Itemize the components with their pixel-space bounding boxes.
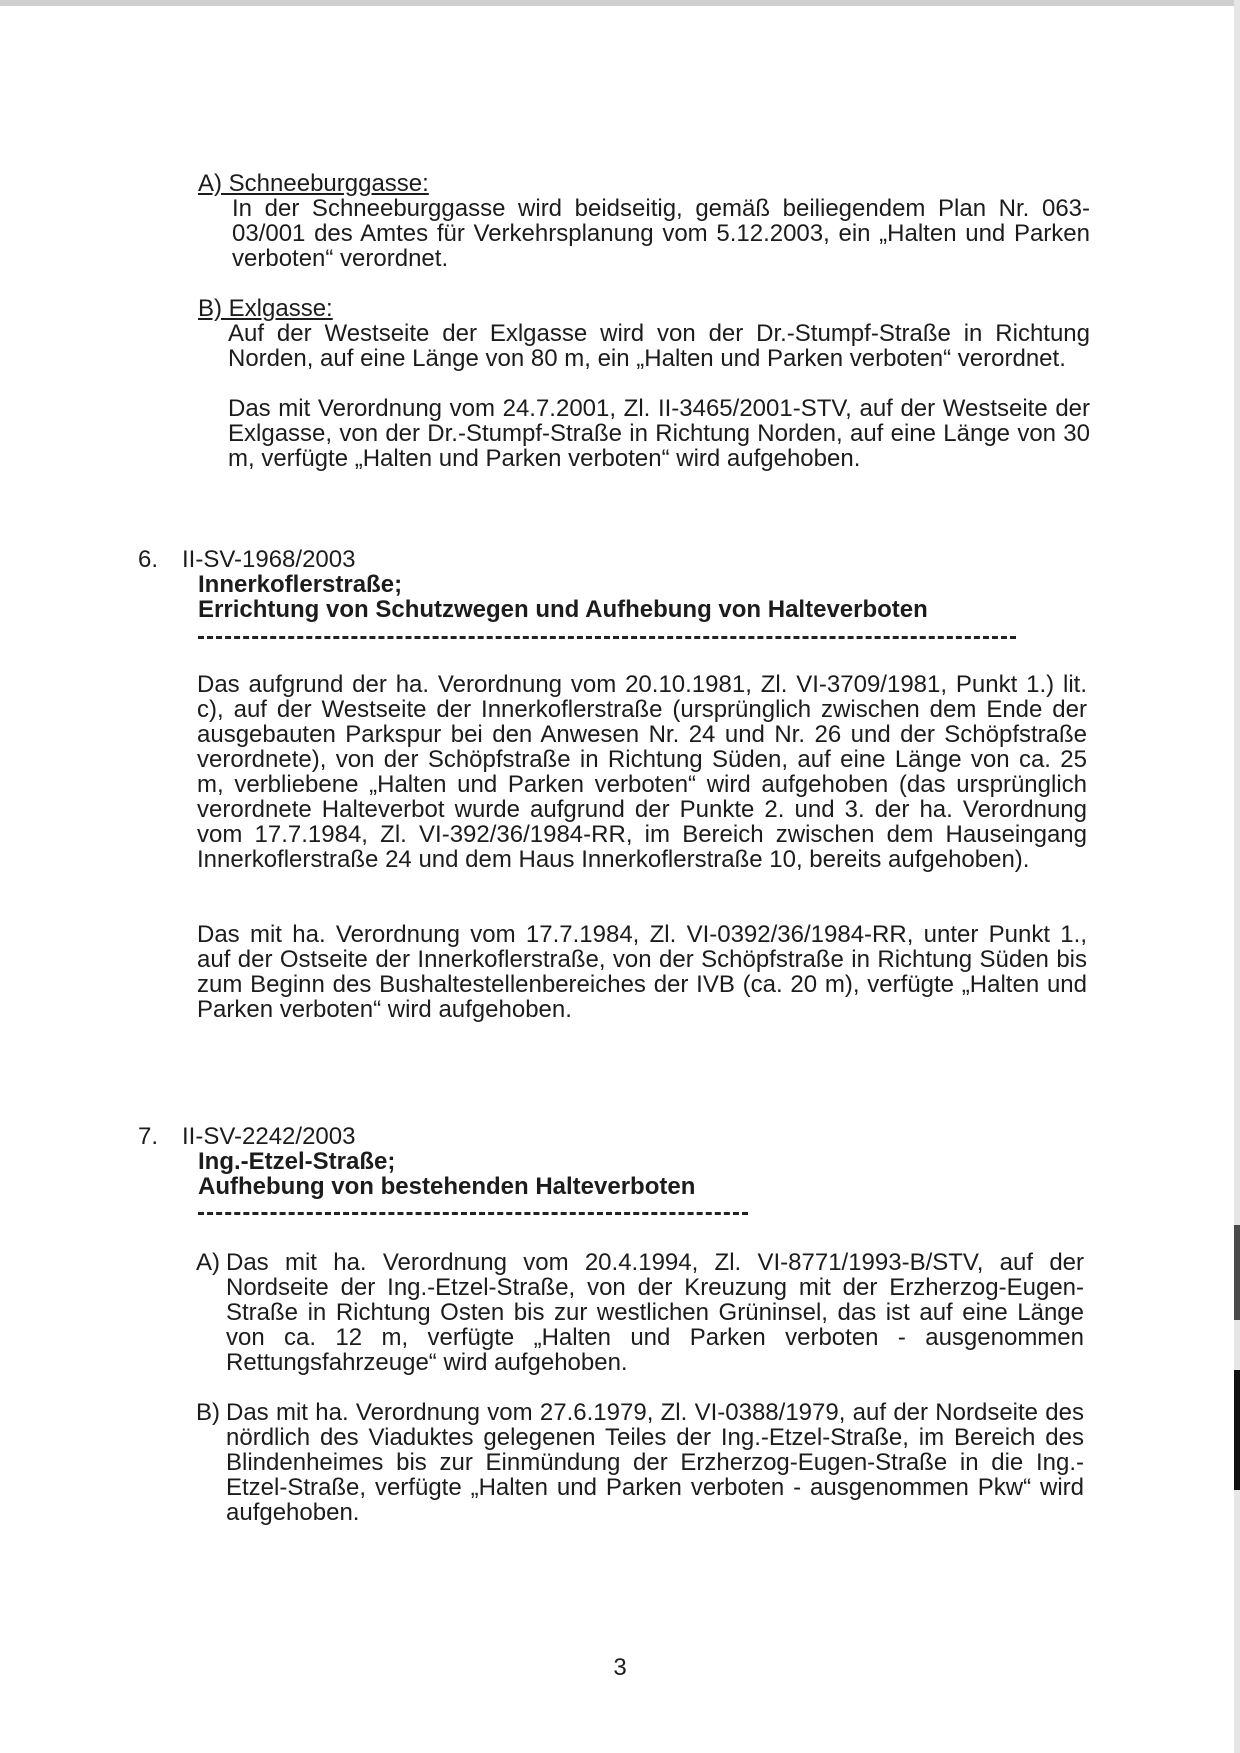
section-b-text-1: Auf der Westseite der Exlgasse wird von der Dr.-Stumpf-Straße in Richtung Norden, auf eine Länge von 80 m, ein „Halten und Parken verboten“ verordnet. [228,320,1090,372]
item-6-reference: II-SV-1968/2003 [182,546,356,573]
item-7-number: 7. [138,1123,159,1150]
item-7-title-subject: Aufhebung von bestehenden Halteverboten [198,1173,696,1200]
item-7-b-text: Das mit ha. Verordnung vom 27.6.1979, Zl. VI-0388/1979, auf der Nordseite des nördlich des Viaduktes gelegenen Teiles der Ing.-Etzel-Straße, im Bereich des Blindenheimes bis zur Einmündung der Erzherzog-Eugen-Straße in die Ing.-Etzel-Straße, verfügte „Halten und Parken verboten - ausgenommen Pkw“ wird aufgehoben. [226,1399,1084,1526]
item-7-reference: II-SV-2242/2003 [182,1123,356,1150]
separator-line [198,636,1016,639]
section-a-text: In der Schneeburggasse wird beidseitig, gemäß beiliegendem Plan Nr. 063-03/001 des Amtes für Verkehrsplanung vom 5.12.2003, ein „Halten und Parken verboten“ verordnet. [232,195,1090,272]
item-6-paragraph-2: Das mit ha. Verordnung vom 17.7.1984, Zl. VI-0392/36/1984-RR, unter Punkt 1., auf der Ostseite der Innerkoflerstraße, von der Schöpfstraße in Richtung Süden bis zum Beginn des Bushaltestellenbereiches der IVB (ca. 20 m), verfügte „Halten und Parken verboten“ wird aufgehoben. [197,921,1087,1023]
item-6-title-street: Innerkoflerstraße; [198,571,403,598]
page-number: 3 [613,1654,627,1681]
item-7-title-street: Ing.-Etzel-Straße; [198,1148,396,1175]
separator-line [198,1212,748,1215]
item-7-b-label: B) [196,1399,220,1426]
item-6-number: 6. [138,546,159,573]
section-a-heading: A) Schneeburggasse: [198,170,429,197]
section-b-text-2: Das mit Verordnung vom 24.7.2001, Zl. II-3465/2001-STV, auf der Westseite der Exlgasse, von der Dr.-Stumpf-Straße in Richtung Norden, auf eine Länge von 30 m, verfügte „Halten und Parken verboten“ wird aufgehoben. [228,395,1090,472]
item-6-title-subject: Errichtung von Schutzwegen und Aufhebung von Halteverboten [198,596,928,623]
section-b-heading: B) Exlgasse: [198,295,333,322]
item-7-a-label: A) [196,1249,220,1276]
item-6-paragraph-1: Das aufgrund der ha. Verordnung vom 20.10.1981, Zl. VI-3709/1981, Punkt 1.) lit. c), auf der Westseite der Innerkoflerstraße (ursprünglich zwischen dem Ende der ausgebauten Parkspur bei den Anwesen Nr. 24 und Nr. 26 und der Schöpfstraße verordnete), von der Schöpfstraße in Richtung Süden, auf eine Länge von ca. 25 m, verbliebene „Halten und Parken verboten“ wird aufgehoben (das ursprünglich verordnete Halteverbot wurde aufgrund der Punkte 2. und 3. der ha. Verordnung vom 17.7.1984, Zl. VI-392/36/1984-RR, im Bereich zwischen dem Hauseingang Innerkoflerstraße 24 und dem Haus Innerkoflerstraße 10, bereits aufgehoben). [197,671,1087,873]
item-7-a-text: Das mit ha. Verordnung vom 20.4.1994, Zl. VI-8771/1993-B/STV, auf der Nordseite der Ing.-Etzel-Straße, von der Kreuzung mit der Erzherzog-Eugen-Straße in Richtung Osten bis zur westlichen Grüninsel, das ist auf eine Länge von ca. 12 m, verfügte „Halten und Parken verboten - ausgenommen Rettungsfahrzeuge“ wird aufgehoben. [226,1249,1084,1376]
